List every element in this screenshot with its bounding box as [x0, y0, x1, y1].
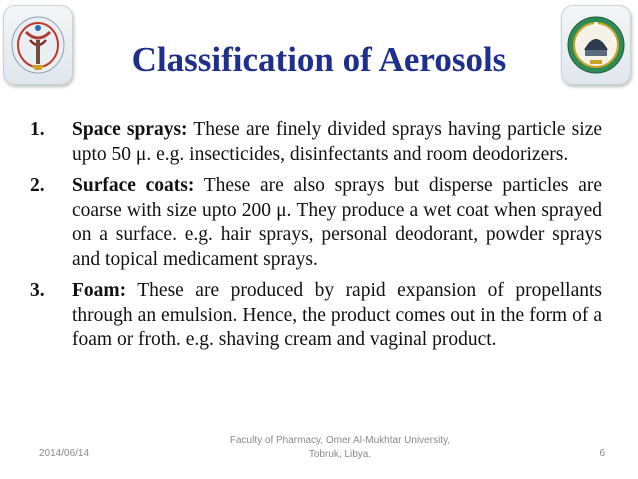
- item-number: 2.: [30, 175, 45, 196]
- faculty-logo-icon: [3, 5, 73, 85]
- item-description: These are finely divided sprays having particle size upto 50 μ. e.g. insecticides, disinfectants and room deodorizers.: [72, 119, 602, 165]
- item-description: These are produced by rapid expansion of propellants through an emulsion. Hence, the product comes out in the form of a foam or froth. e.g. shaving cream and vaginal product.: [72, 280, 602, 350]
- footer-institution-line2: Tobruk, Libya.: [308, 449, 372, 460]
- item-term: Surface coats:: [72, 175, 195, 196]
- list-item: [30, 279, 602, 353]
- footer-institution: [210, 434, 470, 462]
- list-item: [30, 118, 602, 167]
- item-description: These are also sprays but disperse particles are coarse with size upto 200 μ. They produce a wet coat when sprayed on a surface. e.g. hair sprays, personal deodorant, powder sprays and topical medicament sprays.: [72, 175, 603, 270]
- item-term: Space sprays:: [72, 119, 188, 140]
- list-item: [30, 174, 602, 272]
- slide-title: Classification of Aerosols: [131, 40, 507, 79]
- item-number: 3.: [30, 280, 45, 301]
- aerosol-classification-list: [30, 118, 602, 360]
- page-number: 6: [599, 448, 605, 459]
- item-number: 1.: [30, 119, 45, 140]
- university-seal-icon: [561, 5, 631, 85]
- item-term: Foam:: [72, 280, 127, 301]
- footer-institution-line1: Faculty of Pharmacy, Omer Al-Mukhtar University,: [229, 435, 451, 446]
- footer-date: 2014/06/14: [39, 448, 90, 459]
